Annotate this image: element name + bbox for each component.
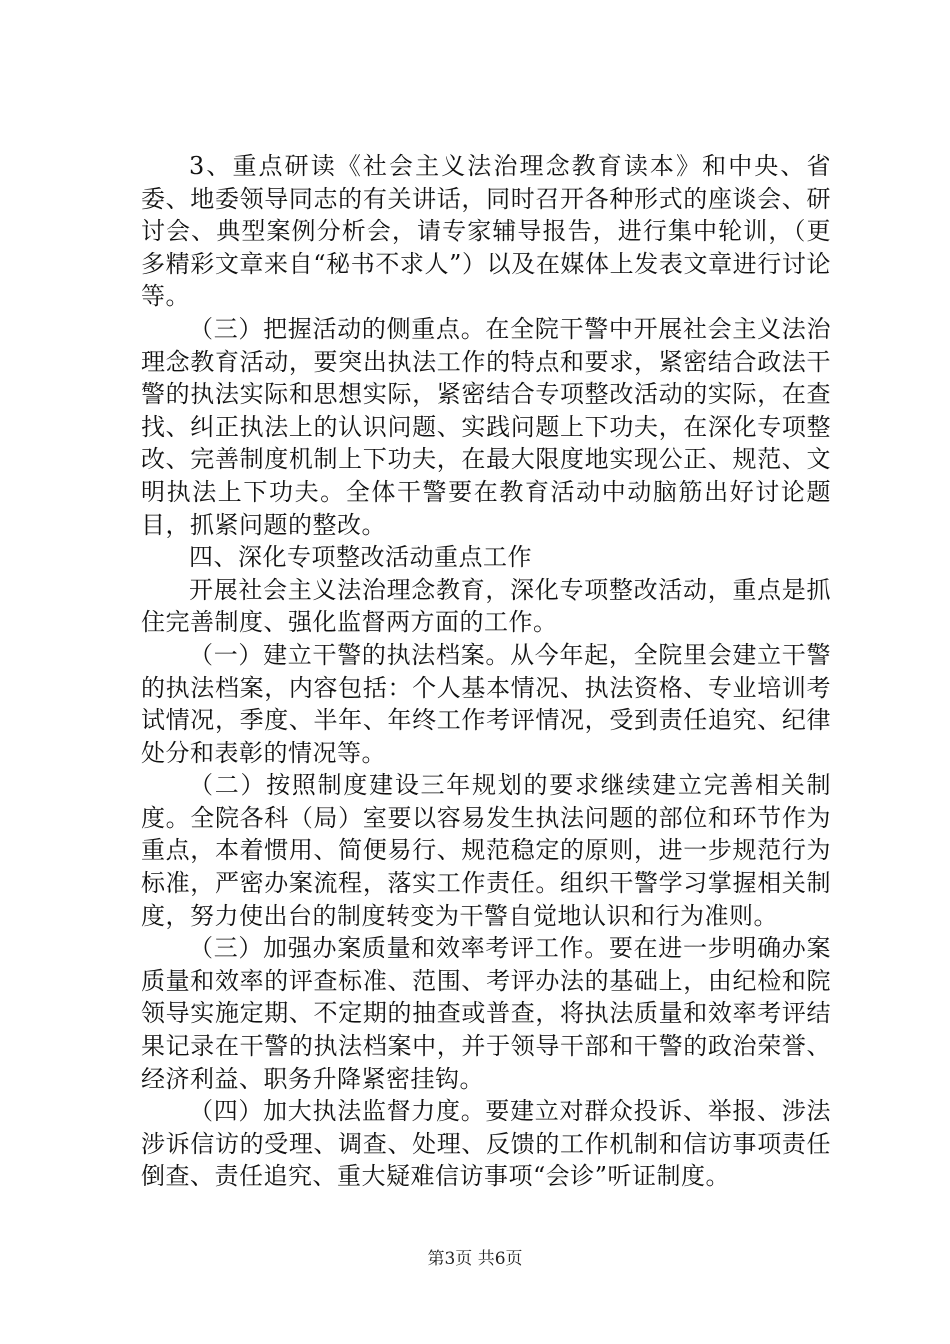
section-heading: 四、深化专项整改活动重点工作 xyxy=(189,543,532,572)
document-body xyxy=(141,150,831,1193)
paragraph: （三）把握活动的侧重点。在全院干警中开展社会主义法治理念教育活动，要突出执法工作的特点和要求，紧密结合政法干警的执法实际和思想实际，紧密结合专项整改活动的实际，在查找、纠正执法上的认识问题、实践问题上下功夫，在深化专项整改、完善制度机制上下功夫，在最大限度地实现公正、规范、文明执法上下功夫。全体干警要在教育活动中动脑筋出好讨论题目，抓紧问题的整改。 xyxy=(141,314,831,539)
paragraph: （四）加大执法监督力度。要建立对群众投诉、举报、涉法涉诉信访的受理、调查、处理、反馈的工作机制和信访事项责任倒查、责任追究、重大疑难信访事项“会诊”听证制度。 xyxy=(141,1097,831,1191)
paragraph: （三）加强办案质量和效率考评工作。要在进一步明确办案质量和效率的评查标准、范围、考评办法的基础上，由纪检和院领导实施定期、不定期的抽查或普查，将执法质量和效率考评结果记录在干警的执法档案中，并于领导干部和干警的政治荣誉、经济利益、职务升降紧密挂钩。 xyxy=(141,934,831,1093)
paragraph: 3、重点研读《社会主义法治理念教育读本》和中央、省委、地委领导同志的有关讲话，同时召开各种形式的座谈会、研讨会、典型案例分析会，请专家辅导报告，进行集中轮训，（更多精彩文章来自“秘书不求人”）以及在媒体上发表文章进行讨论等。 xyxy=(141,152,831,311)
paragraph: 开展社会主义法治理念教育，深化专项整改活动，重点是抓住完善制度、强化监督两方面的工作。 xyxy=(141,575,831,637)
paragraph: （一）建立干警的执法档案。从今年起，全院里会建立干警的执法档案，内容包括：个人基本情况、执法资格、专业培训考试情况，季度、半年、年终工作考评情况，受到责任追究、纪律处分和表彰的情况等。 xyxy=(141,640,831,767)
page-number-footer: 第3页 共6页 xyxy=(427,1249,523,1269)
paragraph: （二）按照制度建设三年规划的要求继续建立完善相关制度。全院各科（局）室要以容易发生执法问题的部位和环节作为重点，本着惯用、简便易行、规范稳定的原则，进一步规范行为标准，严密办案流程，落实工作责任。组织干警学习掌握相关制度，努力使出台的制度转变为干警自觉地认识和行为准则。 xyxy=(141,771,831,930)
